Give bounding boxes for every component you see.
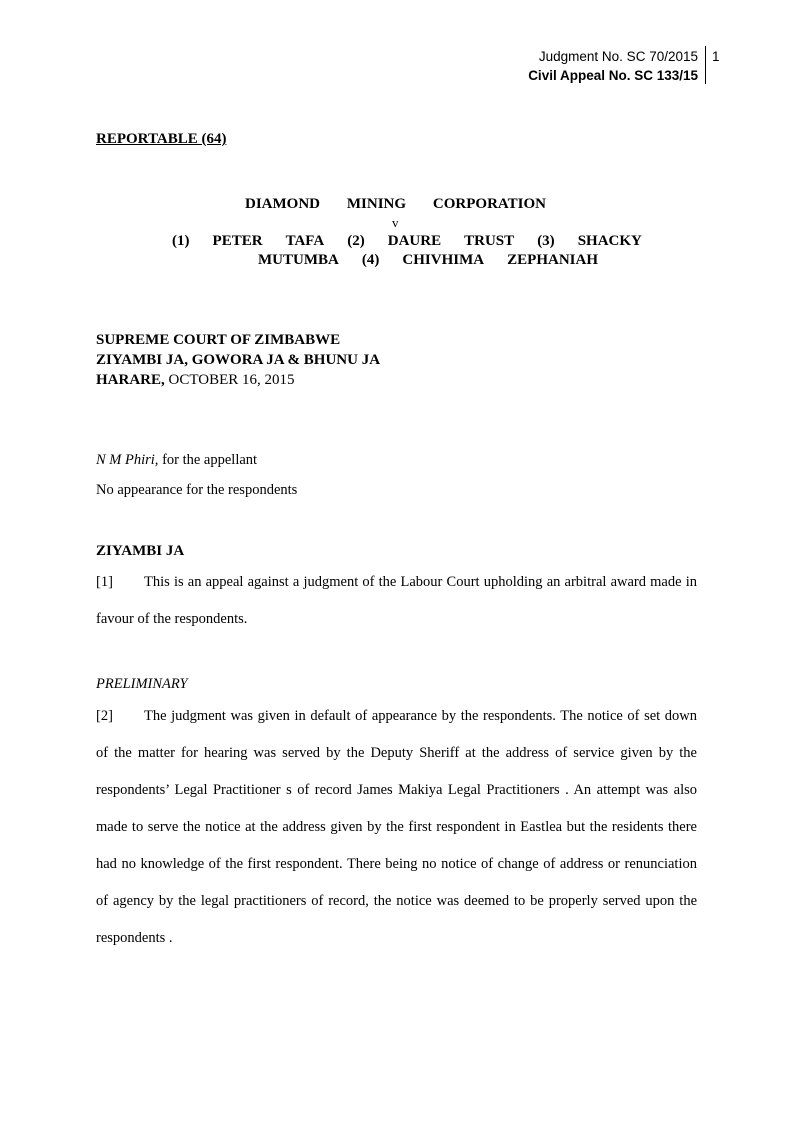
- court-block: [96, 330, 380, 390]
- page-number: 1: [712, 49, 720, 64]
- respondent-word: CHIVHIMA: [402, 252, 485, 268]
- counsel-appellant: [96, 452, 257, 469]
- court-place: HARARE,: [96, 372, 165, 388]
- respondent-word: TRUST: [464, 233, 515, 249]
- appellant-word: DIAMOND: [245, 196, 320, 212]
- respondents-line-1: [172, 233, 642, 250]
- paragraph-text: This is an appeal against a judgment of the Labour Court upholding an arbitral award made in favour of the respondents.: [96, 574, 697, 627]
- appellant-word: MINING: [346, 196, 407, 212]
- paragraph-1: [96, 564, 697, 638]
- document-header: [438, 47, 698, 85]
- paragraph-number: [2]: [96, 708, 113, 724]
- respondent-word: (1): [172, 233, 190, 249]
- court-date: OCTOBER 16, 2015: [168, 372, 295, 388]
- judgment-number: Judgment No. SC 70/2015: [538, 49, 698, 64]
- respondent-word: (2): [347, 233, 365, 249]
- respondent-word: SHACKY: [577, 233, 642, 249]
- respondent-word: (4): [361, 252, 380, 268]
- header-divider: [705, 46, 706, 84]
- appellant-line: [245, 196, 546, 213]
- respondent-word: PETER: [212, 233, 263, 249]
- paragraph-number: [1]: [96, 574, 113, 590]
- court-place-date: [96, 370, 380, 390]
- counsel-respondents: No appearance for the respondents: [96, 482, 298, 498]
- court-judges: ZIYAMBI JA, GOWORA JA & BHUNU JA: [96, 352, 381, 368]
- appeal-number: Civil Appeal No. SC 133/15: [528, 68, 698, 83]
- reportable-heading: REPORTABLE (64): [96, 131, 227, 147]
- respondent-word: DAURE: [387, 233, 442, 249]
- court-name: SUPREME COURT OF ZIMBABWE: [96, 332, 341, 348]
- section-heading-preliminary: PRELIMINARY: [96, 676, 188, 692]
- versus-mark: v: [392, 215, 399, 230]
- respondents-line-2: [258, 252, 598, 269]
- appellant-counsel-name: N M Phiri,: [96, 452, 159, 468]
- judge-heading: ZIYAMBI JA: [96, 543, 185, 559]
- respondent-word: ZEPHANIAH: [507, 252, 598, 268]
- appellant-word: CORPORATION: [432, 196, 546, 212]
- respondent-word: MUTUMBA: [258, 252, 339, 268]
- appellant-counsel-role: for the appellant: [162, 452, 258, 468]
- paragraph-text: The judgment was given in default of appearance by the respondents. The notice of set down of the matter for hearing was served by the Deputy Sheriff at the address of service given by the respondents’ Legal Practitioner s of record James Makiya Legal Practitioners . An attempt was also made to serve the notice at the address given by the first respondent in Eastlea but the residents there had no knowledge of the first respondent. There being no notice of change of address or renunciation of agency by the legal practitioners of record, the notice was deemed to be properly served upon the respondents .: [96, 708, 697, 946]
- respondent-word: (3): [537, 233, 555, 249]
- respondent-word: TAFA: [285, 233, 325, 249]
- paragraph-2: [96, 698, 697, 957]
